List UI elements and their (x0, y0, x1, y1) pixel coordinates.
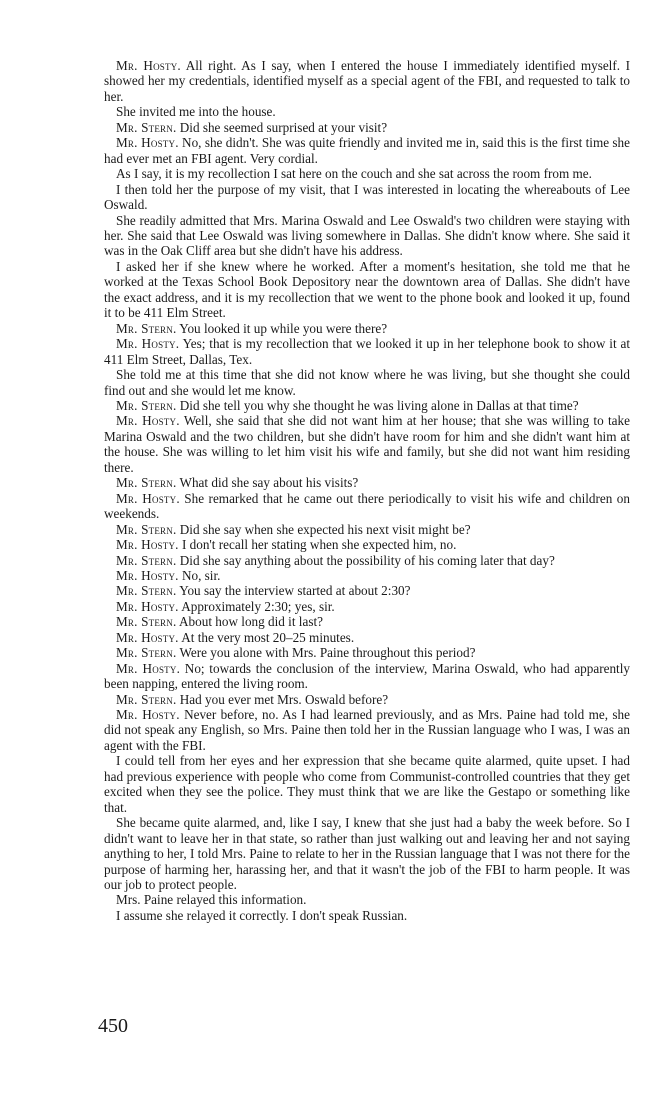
paragraph (104, 367, 630, 398)
speaker-label: Mr. Hosty. (116, 660, 181, 676)
paragraph (104, 213, 630, 259)
paragraph (104, 398, 630, 413)
speaker-label: Mr. Hosty. (116, 598, 179, 614)
speaker-label: Mr. Stern. (116, 320, 177, 336)
speaker-label: Mr. Stern. (116, 119, 177, 135)
speaker-label: Mr. Hosty. (116, 58, 181, 73)
paragraph-text: I could tell from her eyes and her expression that she became quite alarmed, quite upset. I had had previous experience with people who come from Communist-controlled countries that they get excited when they see the police. They must think that we are like the Gestapo or something like that. (104, 753, 630, 815)
testimony-text (104, 58, 630, 923)
paragraph-text: I asked her if she knew where he worked. After a moment's hesitation, she told me that he worked at the Texas School Book Depository near the downtown area of Dallas. She didn't have the exact address, and it is my recollection that we went to the phone book and looked it up, found it to be 411 Elm Street. (104, 258, 630, 321)
paragraph (104, 908, 630, 923)
paragraph (104, 583, 630, 598)
paragraph (104, 661, 630, 692)
speaker-label: Mr. Stern. (116, 691, 177, 707)
paragraph (104, 135, 630, 166)
speaker-label: Mr. Hosty. (116, 413, 180, 429)
speaker-label: Mr. Stern. (116, 645, 177, 661)
paragraph (104, 120, 630, 135)
speaker-label: Mr. Hosty. (116, 629, 179, 645)
speaker-label: Mr. Stern. (116, 583, 177, 599)
paragraph-text: No, she didn't. She was quite friendly and invited me in, said this is the first time she had ever met an FBI agent. Very cordial. (104, 135, 630, 166)
paragraph (104, 182, 630, 213)
paragraph-text: No; towards the conclusion of the interview, Marina Oswald, who had apparently been napping, entered the living room. (104, 660, 630, 692)
speaker-label: Mr. Stern. (116, 552, 177, 568)
paragraph (104, 645, 630, 660)
speaker-label: Mr. Hosty. (116, 537, 179, 553)
paragraph (104, 753, 630, 815)
speaker-label: Mr. Hosty. (116, 707, 180, 723)
speaker-label: Mr. Hosty. (116, 135, 179, 151)
paragraph-text: I don't recall her stating when she expected him, no. (178, 537, 457, 553)
paragraph (104, 537, 630, 552)
paragraph (104, 707, 630, 753)
paragraph-text: Did she tell you why she thought he was living alone in Dallas at that time? (176, 397, 579, 413)
speaker-label: Mr. Hosty. (116, 490, 180, 506)
paragraph (104, 692, 630, 707)
paragraph (104, 166, 630, 181)
paragraph (104, 599, 630, 614)
paragraph-text: About how long did it last? (176, 614, 323, 630)
paragraph (104, 522, 630, 537)
paragraph-text: She readily admitted that Mrs. Marina Oswald and Lee Oswald's two children were staying with her. She said that Lee Oswald was living somewhere in Dallas. She didn't know where. She said it was in the Oak Cliff area but she didn't have his address. (104, 212, 630, 259)
paragraph (104, 614, 630, 629)
paragraph (104, 815, 630, 892)
paragraph-text: At the very most 20–25 minutes. (178, 629, 355, 645)
page-number: 450 (98, 1015, 128, 1037)
paragraph-text: Yes; that is my recollection that we looked it up in her telephone book to show it at 411 Elm Street, Dallas, Tex. (104, 336, 630, 367)
paragraph-text: I then told her the purpose of my visit, that I was interested in locating the whereabouts of Lee Oswald. (104, 181, 630, 213)
paragraph (104, 321, 630, 336)
speaker-label: Mr. Hosty. (116, 336, 180, 352)
paragraph-text: She became quite alarmed, and, like I say, I knew that she just had a baby the week before. So I didn't want to leave her in that state, so rather than just walking out and leaving her and not saying anything to her, I told Mrs. Paine to relate to her in the Russian language that I was not there for the purpose of harming her, harassing her, and that it wasn't the job of the FBI to harm people. It was our job to protect people. (104, 815, 630, 893)
paragraph-text: Had you ever met Mrs. Oswald before? (176, 691, 389, 707)
paragraph-text: Well, she said that she did not want him at her house; that she was willing to take Marina Oswald and the two children, but she didn't have room for him and she didn't want him at the house. She was willing to let him visit his wife and family, but she did not want him residing there. (104, 413, 630, 475)
paragraph-text: She invited me into the house. (116, 104, 276, 120)
paragraph-text: Did she say anything about the possibility of his coming later that day? (176, 552, 555, 568)
paragraph (104, 630, 630, 645)
paragraph (104, 491, 630, 522)
paragraph-text: Did she seemed surprised at your visit? (176, 119, 388, 135)
paragraph (104, 475, 630, 490)
paragraph-text: All right. As I say, when I entered the house I immediately identified myself. I showed her my credentials, identified myself as a special agent of the FBI, and requested to talk to her. (104, 58, 630, 104)
paragraph (104, 104, 630, 119)
paragraph-text: She remarked that he came out there periodically to visit his wife and children on weekends. (104, 490, 630, 522)
paragraph (104, 58, 630, 104)
paragraph (104, 892, 630, 907)
paragraph-text: What did she say about his visits? (176, 475, 359, 491)
paragraph-text: Approximately 2:30; yes, sir. (178, 598, 335, 614)
paragraph-text: Mrs. Paine relayed this information. (116, 892, 307, 908)
paragraph-text: As I say, it is my recollection I sat here on the couch and she sat across the room from me. (116, 166, 592, 182)
speaker-label: Mr. Stern. (116, 521, 177, 537)
paragraph-text: You say the interview started at about 2:30? (176, 583, 411, 599)
paragraph-text: Were you alone with Mrs. Paine throughout this period? (176, 645, 476, 661)
paragraph (104, 336, 630, 367)
paragraph (104, 259, 630, 321)
paragraph-text: She told me at this time that she did not know where he was living, but she thought she could find out and she would let me know. (104, 367, 630, 398)
paragraph-text: I assume she relayed it correctly. I don't speak Russian. (116, 907, 408, 923)
paragraph-text: You looked it up while you were there? (176, 320, 388, 336)
speaker-label: Mr. Stern. (116, 475, 177, 491)
paragraph-text: Did she say when she expected his next visit might be? (176, 521, 471, 537)
speaker-label: Mr. Stern. (116, 614, 177, 630)
paragraph (104, 413, 630, 475)
paragraph-text: Never before, no. As I had learned previously, and as Mrs. Paine had told me, she did not speak any English, so Mrs. Paine then told her in the Russian language who I was, I was an agent with the FBI. (104, 707, 630, 753)
speaker-label: Mr. Stern. (116, 397, 177, 413)
speaker-label: Mr. Hosty. (116, 567, 179, 583)
paragraph (104, 568, 630, 583)
paragraph-text: No, sir. (178, 567, 221, 583)
paragraph (104, 553, 630, 568)
